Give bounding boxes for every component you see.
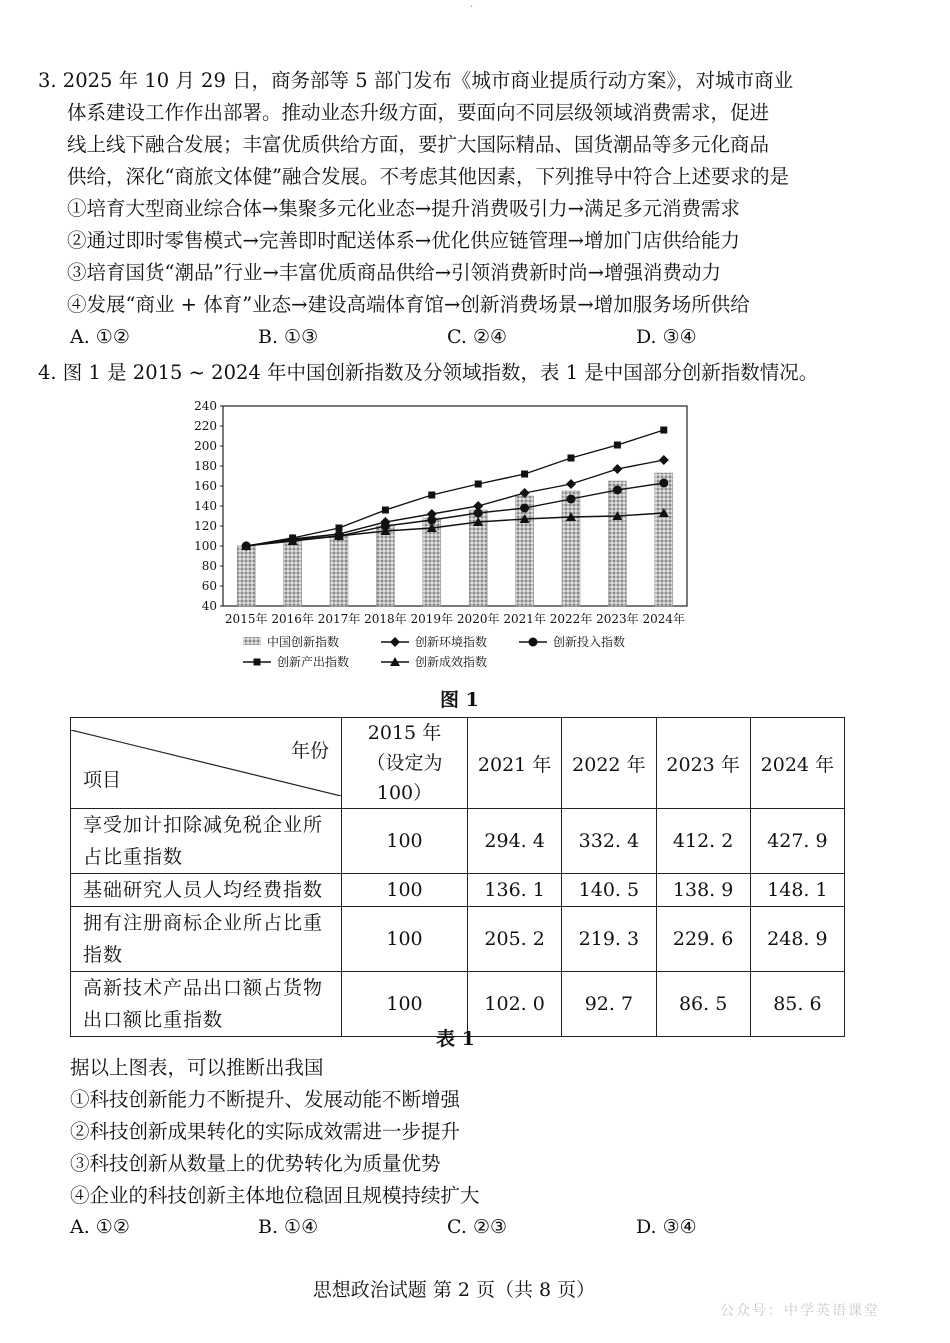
point-output xyxy=(660,427,667,434)
innovation-index-chart xyxy=(185,396,695,676)
page-footer: 思想政治试题 第 2 页（共 8 页） xyxy=(312,1279,596,1301)
x-tick-label: 2017年 xyxy=(317,612,361,626)
header-year-2021: 2021 年 xyxy=(468,718,562,809)
q4-option-b[interactable]: B. ①④ xyxy=(258,1216,319,1238)
y-tick-label: 100 xyxy=(194,539,217,553)
point-input xyxy=(659,479,668,488)
legend-label: 中国创新指数 xyxy=(267,635,340,649)
bar-china-innovation-index xyxy=(608,481,626,606)
q4-item-4: ④企业的科技创新主体地位稳固且规模持续扩大 xyxy=(70,1184,480,1207)
point-output xyxy=(475,481,482,488)
q3-item-4: ④发展“商业 + 体育”业态→建设高端体育馆→创新消费场景→增加服务场所供给 xyxy=(67,293,750,316)
q4-option-a[interactable]: A. ①② xyxy=(70,1216,130,1238)
x-tick-label: 2018年 xyxy=(364,612,407,626)
y-tick-label: 180 xyxy=(194,459,217,473)
legend-label: 创新产出指数 xyxy=(277,655,350,669)
x-tick-label: 2019年 xyxy=(410,612,454,626)
y-tick-label: 40 xyxy=(201,599,217,613)
q4-item-1: ①科技创新能力不断提升、发展动能不断增强 xyxy=(70,1088,461,1111)
point-output xyxy=(614,442,621,449)
legend-marker xyxy=(254,659,261,666)
point-output xyxy=(428,492,435,499)
line-output xyxy=(246,430,664,546)
q3-item-2: ②通过即时零售模式→完善即时配送体系→优化供应链管理→增加门店供给能力 xyxy=(67,229,741,252)
table-row: 高新技术产品出口额占货物 出口额比重指数 100 102. 0 92. 7 86. 5 85. 6 xyxy=(71,972,845,1037)
q4-stem: 4. 图 1 是 2015 ~ 2024 年中国创新指数及分领域指数，表 1 是中国部分创新指数情况。 xyxy=(38,361,819,384)
q3-option-d[interactable]: D. ③④ xyxy=(636,326,697,348)
point-input xyxy=(474,509,483,518)
header-base-year: 2015 年 （设定为 100） xyxy=(342,718,468,809)
watermark: 公众号：中学英语课堂 xyxy=(720,1303,880,1319)
bar-china-innovation-index xyxy=(376,526,394,606)
chart-legend xyxy=(243,634,625,669)
point-environment xyxy=(659,455,669,465)
q4-item-3: ③科技创新从数量上的优势转化为质量优势 xyxy=(70,1152,441,1175)
x-tick-label: 2022年 xyxy=(549,612,593,626)
line-environment xyxy=(246,460,664,546)
q3-stem-line-2: 体系建设工作作出部署。推动业态升级方面，要面向不同层级领域消费需求，促进 xyxy=(67,101,770,124)
bar-china-innovation-index xyxy=(562,491,580,606)
header-year-2023: 2023 年 xyxy=(656,718,750,809)
q3-option-c[interactable]: C. ②④ xyxy=(447,326,508,348)
figure-caption: 图 1 xyxy=(440,689,479,711)
top-mark: · xyxy=(470,2,474,13)
q3-option-a[interactable]: A. ①② xyxy=(70,326,130,348)
point-output xyxy=(336,525,343,532)
q3-item-3: ③培育国货“潮品”行业→丰富优质商品供给→引领消费新时尚→增强消费动力 xyxy=(67,261,721,284)
table-caption: 表 1 xyxy=(436,1028,475,1050)
bar-china-innovation-index xyxy=(237,546,255,606)
y-tick-label: 80 xyxy=(201,559,217,573)
q3-stem-line-1: 3. 2025 年 10 月 29 日，商务部等 5 部门发布《城市商业提质行动方案》，对城市商业 xyxy=(38,69,794,92)
header-year-2024: 2024 年 xyxy=(750,718,844,809)
q3-option-b[interactable]: B. ①③ xyxy=(258,326,319,348)
legend-marker xyxy=(390,637,400,647)
bar-china-innovation-index xyxy=(284,540,302,606)
point-input xyxy=(613,486,622,495)
y-tick-label: 220 xyxy=(194,419,217,433)
x-tick-label: 2016年 xyxy=(271,612,314,626)
header-year-label: 年份 xyxy=(290,740,329,762)
point-environment xyxy=(612,464,622,474)
innovation-table xyxy=(70,717,845,1037)
point-environment xyxy=(566,479,576,489)
x-tick-label: 2020年 xyxy=(456,612,500,626)
legend-marker xyxy=(529,638,538,647)
line-effect xyxy=(246,513,664,546)
table-header-corner xyxy=(71,718,342,809)
q4-option-c[interactable]: C. ②③ xyxy=(447,1216,508,1238)
bar-china-innovation-index xyxy=(330,536,348,606)
legend-swatch-bar xyxy=(243,637,261,645)
x-tick-label: 2015年 xyxy=(224,612,268,626)
legend-label: 创新投入指数 xyxy=(553,635,626,649)
bar-china-innovation-index xyxy=(655,473,673,606)
header-year-2022: 2022 年 xyxy=(562,718,656,809)
q3-stem-line-3: 线上线下融合发展；丰富优质供给方面，要扩大国际精品、国货潮品等多元化商品 xyxy=(67,133,770,156)
q4-prompt: 据以上图表，可以推断出我国 xyxy=(70,1056,324,1079)
y-tick-label: 200 xyxy=(194,439,217,453)
q3-stem-line-4: 供给，深化“商旅文体健”融合发展。不考虑其他因素，下列推导中符合上述要求的是 xyxy=(67,165,789,188)
point-input xyxy=(520,504,529,513)
table-row: 基础研究人员人均经费指数 100 136. 1 140. 5 138. 9 148. 1 xyxy=(71,874,845,907)
table-row: 拥有注册商标企业所占比重 指数 100 205. 2 219. 3 229. 6 248. 9 xyxy=(71,907,845,972)
q3-item-1: ①培育大型商业综合体→集聚多元化业态→提升消费吸引力→满足多元消费需求 xyxy=(67,197,741,220)
y-tick-label: 120 xyxy=(194,519,217,533)
y-tick-label: 140 xyxy=(194,499,217,513)
point-input xyxy=(567,495,576,504)
point-output xyxy=(382,507,389,514)
q4-option-d[interactable]: D. ③④ xyxy=(636,1216,697,1238)
x-tick-label: 2023年 xyxy=(596,612,639,626)
table-row: 享受加计扣除减免税企业所 占比重指数 100 294. 4 332. 4 412. 2 427. 9 xyxy=(71,809,845,874)
point-output xyxy=(568,455,575,462)
legend-label: 创新环境指数 xyxy=(415,635,488,649)
legend-label: 创新成效指数 xyxy=(415,655,488,669)
y-tick-label: 160 xyxy=(194,479,217,493)
y-tick-label: 240 xyxy=(194,399,217,413)
q4-item-2: ②科技创新成果转化的实际成效需进一步提升 xyxy=(70,1120,461,1143)
y-tick-label: 60 xyxy=(201,579,217,593)
x-tick-label: 2024年 xyxy=(642,612,686,626)
x-tick-label: 2021年 xyxy=(503,612,546,626)
header-item-label: 项目 xyxy=(83,769,122,791)
point-output xyxy=(521,471,528,478)
